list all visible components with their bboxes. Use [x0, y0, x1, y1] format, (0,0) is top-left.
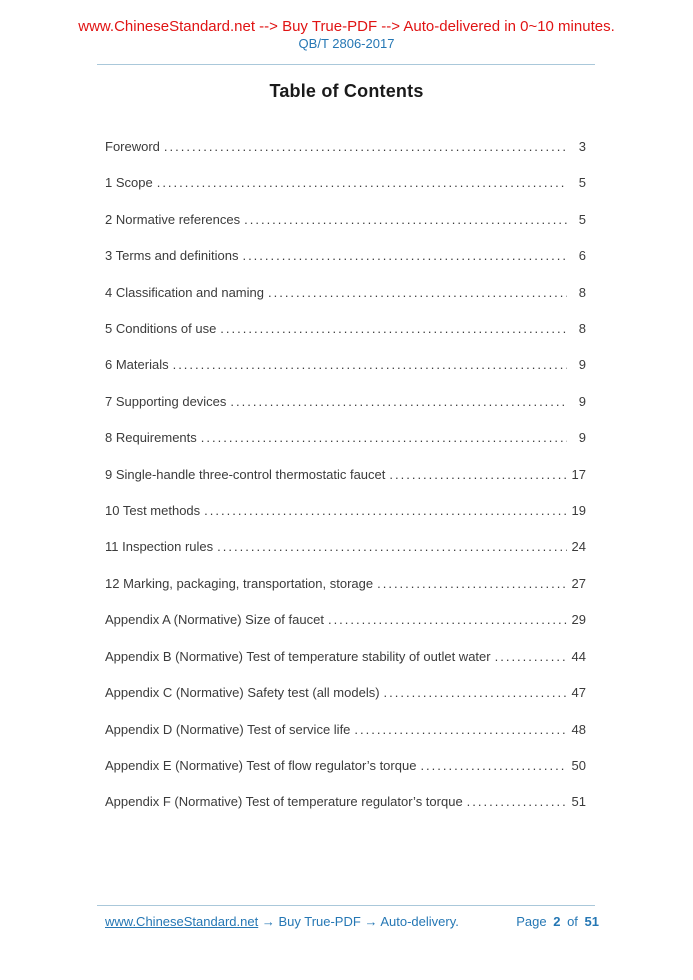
footer-links — [105, 914, 459, 929]
toc-entry — [105, 493, 586, 529]
toc-entry-label: 2 Normative references — [105, 211, 241, 227]
right-arrow-icon: → — [261, 914, 275, 929]
toc-dot-leader — [389, 457, 567, 493]
toc-entry-label: Foreword — [105, 139, 160, 154]
toc-entry-page: 8 — [578, 284, 586, 300]
toc-entry-page: 44 — [571, 648, 586, 664]
toc-entry-label: 7 Supporting devices — [105, 393, 227, 409]
toc-entry — [105, 748, 586, 784]
toc-entry-page: 17 — [571, 466, 586, 482]
toc-dot-leader — [328, 602, 567, 638]
toc-entry-label: 4 Classification and naming — [105, 284, 264, 300]
toc-entry — [105, 347, 586, 383]
toc-dot-leader — [217, 529, 567, 565]
toc-entry — [105, 566, 586, 602]
header-rule — [97, 64, 595, 65]
toc-entry-page: 9 — [578, 430, 586, 446]
toc-dot-leader — [220, 311, 567, 347]
toc-entry-label: 6 Materials — [105, 357, 169, 373]
toc-entry-page: 48 — [571, 721, 586, 737]
toc-dot-leader — [384, 675, 567, 711]
promo-banner-link[interactable]: www.ChineseStandard.net --> Buy True-PDF --> Auto-delivered in 0~10 minutes. — [78, 18, 615, 35]
page-title: Table of Contents — [269, 81, 424, 101]
toc-entry-label: Appendix D (Normative) Test of service life — [105, 721, 351, 737]
toc-dot-leader — [157, 165, 567, 201]
toc-entry-page: 8 — [578, 321, 586, 337]
toc-entry-label: 10 Test methods — [105, 503, 201, 519]
toc-entry-label: Appendix A (Normative) Size of faucet — [105, 612, 324, 628]
toc-list — [105, 129, 586, 821]
right-arrow-icon: → — [364, 914, 378, 929]
footer-rule — [97, 905, 595, 906]
toc-entry-label: 8 Requirements — [105, 430, 197, 446]
footer-site-link[interactable]: www.ChineseStandard.net — [105, 914, 259, 929]
toc-dot-leader — [268, 275, 567, 311]
toc-entry-page: 29 — [571, 612, 586, 628]
toc-entry-page: 9 — [578, 393, 586, 409]
toc-entry — [105, 784, 586, 820]
toc-dot-leader — [230, 384, 567, 420]
toc-dot-leader — [242, 238, 567, 274]
toc-entry-page: 3 — [578, 139, 586, 154]
toc-dot-leader — [164, 129, 567, 165]
toc-entry-label: Appendix E (Normative) Test of flow regulator’s torque — [105, 757, 417, 773]
footer-page-total: 51 — [584, 914, 599, 929]
toc-entry-page: 24 — [571, 539, 586, 555]
toc-entry-label: 12 Marking, packaging, transportation, storage — [105, 575, 374, 591]
toc-dot-leader — [377, 566, 567, 602]
toc-dot-leader — [201, 420, 567, 456]
footer-buy-label: Buy True-PDF — [278, 914, 361, 929]
footer-page-label: Page — [516, 914, 547, 929]
toc-entry — [105, 639, 586, 675]
toc-entry-label: Appendix F (Normative) Test of temperature regulator’s torque — [105, 794, 463, 810]
toc-dot-leader — [244, 202, 567, 238]
toc-entry — [105, 529, 586, 565]
toc-entry-page: 47 — [571, 685, 586, 701]
toc-entry — [105, 384, 586, 420]
toc-entry-page: 50 — [571, 757, 586, 773]
toc-entry — [105, 311, 586, 347]
toc-entry — [105, 602, 586, 638]
toc-dot-leader — [420, 748, 567, 784]
toc-dot-leader — [495, 639, 567, 675]
toc-entry-page: 9 — [578, 357, 586, 373]
toc-entry — [105, 202, 586, 238]
toc-entry-page: 19 — [571, 503, 586, 519]
toc-dot-leader — [354, 712, 567, 748]
toc-entry-label: 1 Scope — [105, 175, 153, 191]
toc-entry — [105, 238, 586, 274]
toc-entry-label: 9 Single-handle three-control thermostatic faucet — [105, 466, 386, 482]
toc-entry — [105, 129, 586, 165]
toc-dot-leader — [204, 493, 567, 529]
footer-delivery-label: Auto-delivery. — [380, 914, 459, 929]
toc-entry-page: 51 — [571, 794, 586, 810]
toc-entry-page: 5 — [578, 211, 586, 227]
toc-entry-label: Appendix B (Normative) Test of temperature stability of outlet water — [105, 648, 491, 664]
toc-entry-page: 6 — [578, 248, 586, 264]
toc-entry-label: 11 Inspection rules — [105, 539, 214, 555]
toc-entry — [105, 420, 586, 456]
toc-entry — [105, 165, 586, 201]
toc-dot-leader — [467, 784, 567, 820]
toc-entry — [105, 712, 586, 748]
toc-entry-label: 5 Conditions of use — [105, 321, 217, 337]
footer-of-label: of — [567, 914, 578, 929]
toc-entry-label: 3 Terms and definitions — [105, 248, 239, 264]
toc-entry — [105, 275, 586, 311]
toc-entry-page: 5 — [578, 175, 586, 191]
toc-entry-page: 27 — [571, 575, 586, 591]
toc-entry — [105, 675, 586, 711]
toc-entry-label: Appendix C (Normative) Safety test (all models) — [105, 685, 380, 701]
footer-page-indicator — [516, 914, 599, 929]
footer-page-current: 2 — [553, 914, 561, 929]
toc-dot-leader — [173, 347, 567, 383]
toc-entry — [105, 457, 586, 493]
header-doc-number: QB/T 2806-2017 — [298, 36, 395, 51]
